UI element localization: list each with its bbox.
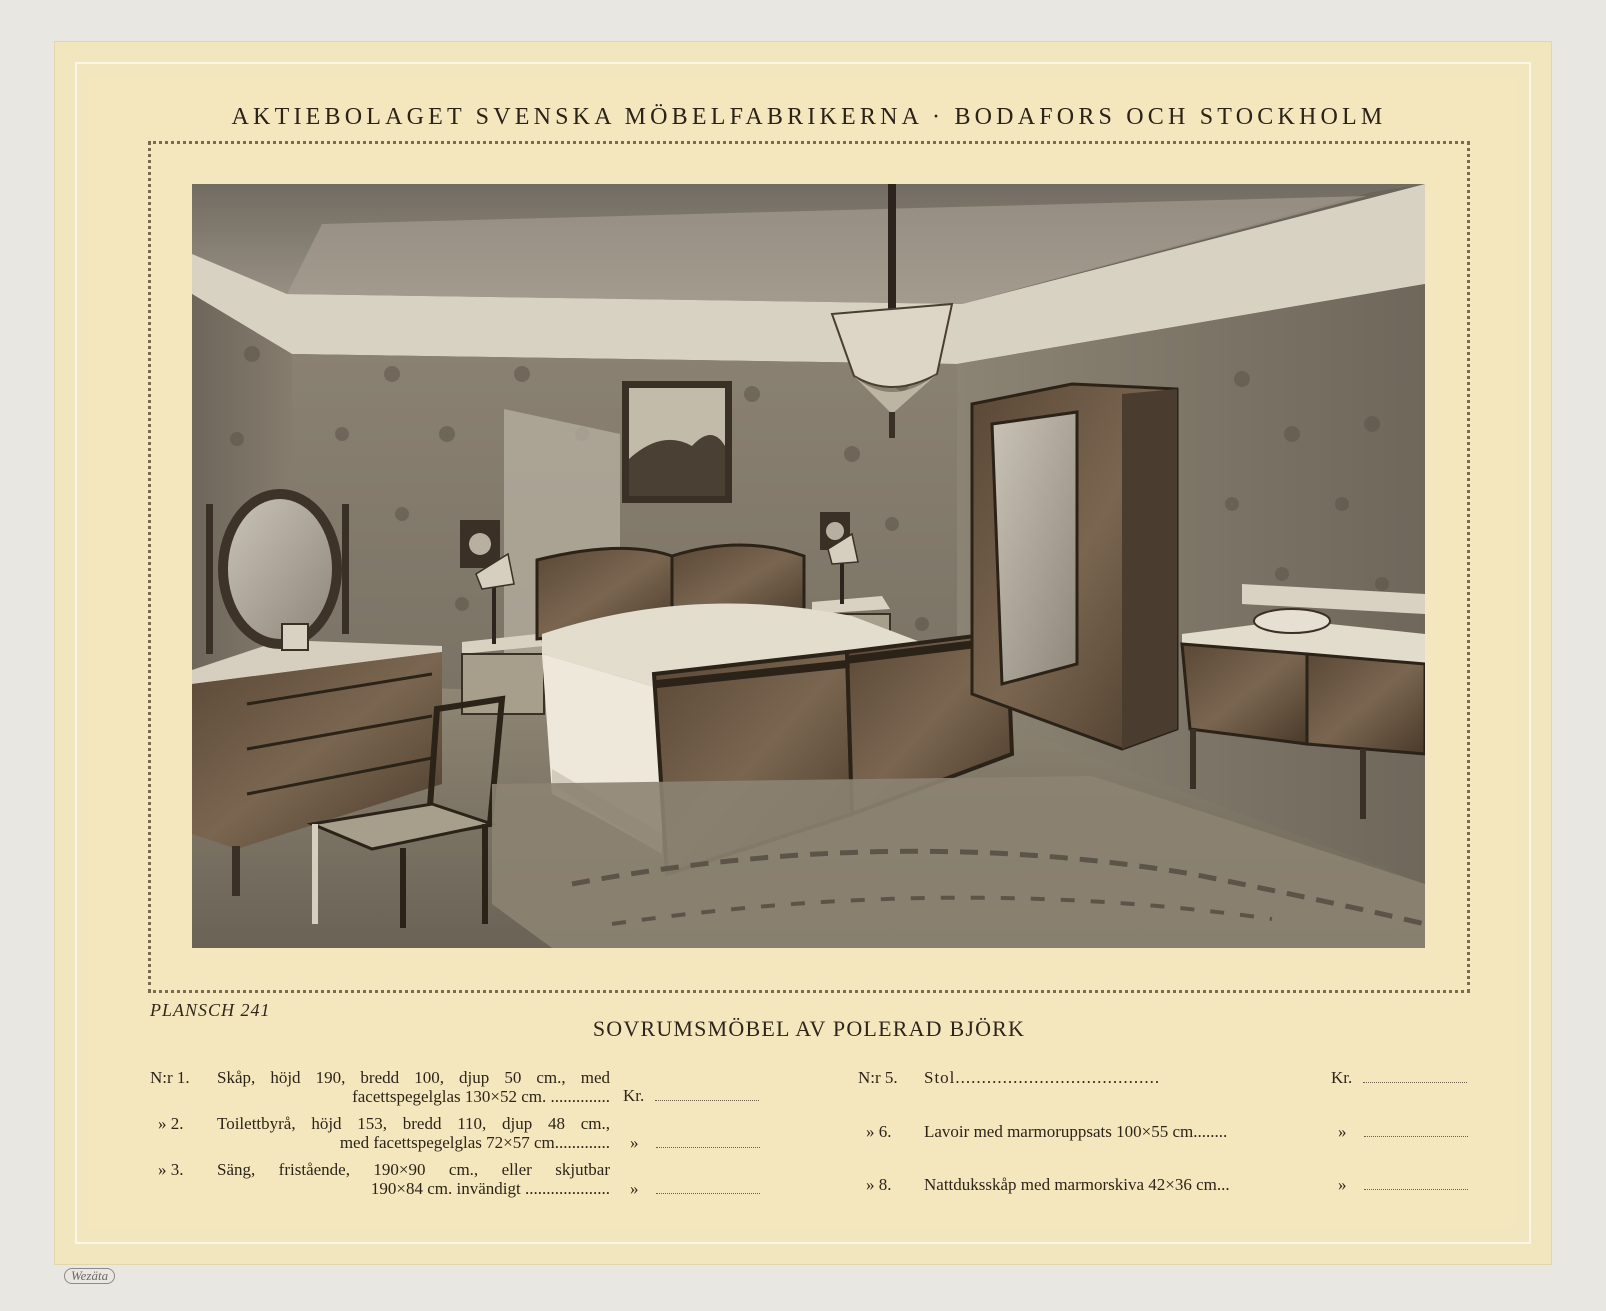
item-description-cont: 190×84 cm. invändigt .................... [370, 1179, 610, 1198]
price-label: » [630, 1179, 639, 1198]
price-blank[interactable] [1363, 1068, 1467, 1083]
price-label: » [1338, 1122, 1347, 1141]
price-blank[interactable] [1364, 1122, 1468, 1137]
item-description: Toilettbyrå, höjd 153, bredd 110, djup 48 cm., [217, 1114, 610, 1133]
price-field-8[interactable] [1338, 1175, 1468, 1195]
item-number: » 6. [866, 1122, 892, 1141]
price-blank[interactable] [656, 1179, 760, 1194]
price-label: Kr. [1331, 1068, 1353, 1087]
item-description: Lavoir med marmoruppsats 100×55 cm........ [924, 1122, 1228, 1141]
price-field-5[interactable] [1331, 1068, 1467, 1088]
bedroom-illustration [192, 184, 1425, 948]
item-row-1 [150, 1068, 610, 1108]
item-number: » 2. [158, 1114, 184, 1133]
item-number: N:r 1. [150, 1068, 190, 1087]
price-blank[interactable] [1364, 1175, 1468, 1190]
item-description-cont: med facettspegelglas 72×57 cm............. [339, 1133, 610, 1152]
price-blank[interactable] [655, 1086, 759, 1101]
price-label: » [630, 1133, 639, 1152]
printer-mark: Wezäta [64, 1268, 115, 1284]
price-field-3[interactable] [630, 1179, 760, 1199]
item-row-5 [858, 1068, 1328, 1090]
item-row-2 [150, 1114, 610, 1154]
price-field-6[interactable] [1338, 1122, 1468, 1142]
price-label: Kr. [623, 1086, 645, 1105]
price-field-2[interactable] [630, 1133, 760, 1153]
item-description-cont: facettspegelglas 130×52 cm. .............. [352, 1087, 610, 1106]
price-blank[interactable] [656, 1133, 760, 1148]
item-description: Skåp, höjd 190, bredd 100, djup 50 cm., med [217, 1068, 610, 1087]
catalog-title: SOVRUMSMÖBEL AV POLERAD BJÖRK [592, 1016, 1026, 1041]
price-field-1[interactable] [623, 1086, 759, 1106]
item-number: » 3. [158, 1160, 184, 1179]
item-description: Nattduksskåp med marmorskiva 42×36 cm... [924, 1175, 1230, 1194]
item-description: Stol....................................... [924, 1068, 1161, 1087]
item-description: Säng, fristående, 190×90 cm., eller skjutbar [217, 1160, 610, 1179]
bedroom-scene-svg [192, 184, 1425, 948]
price-label: » [1338, 1175, 1347, 1194]
item-row-8 [858, 1175, 1328, 1197]
plate-number: PLANSCH 241 [150, 1000, 271, 1020]
item-row-6 [858, 1122, 1328, 1144]
item-row-3 [150, 1160, 610, 1200]
company-header: AKTIEBOLAGET SVENSKA MÖBELFABRIKERNA · BODAFORS OCH STOCKHOLM [231, 104, 1387, 130]
item-number: N:r 5. [858, 1068, 898, 1087]
item-number: » 8. [866, 1175, 892, 1194]
